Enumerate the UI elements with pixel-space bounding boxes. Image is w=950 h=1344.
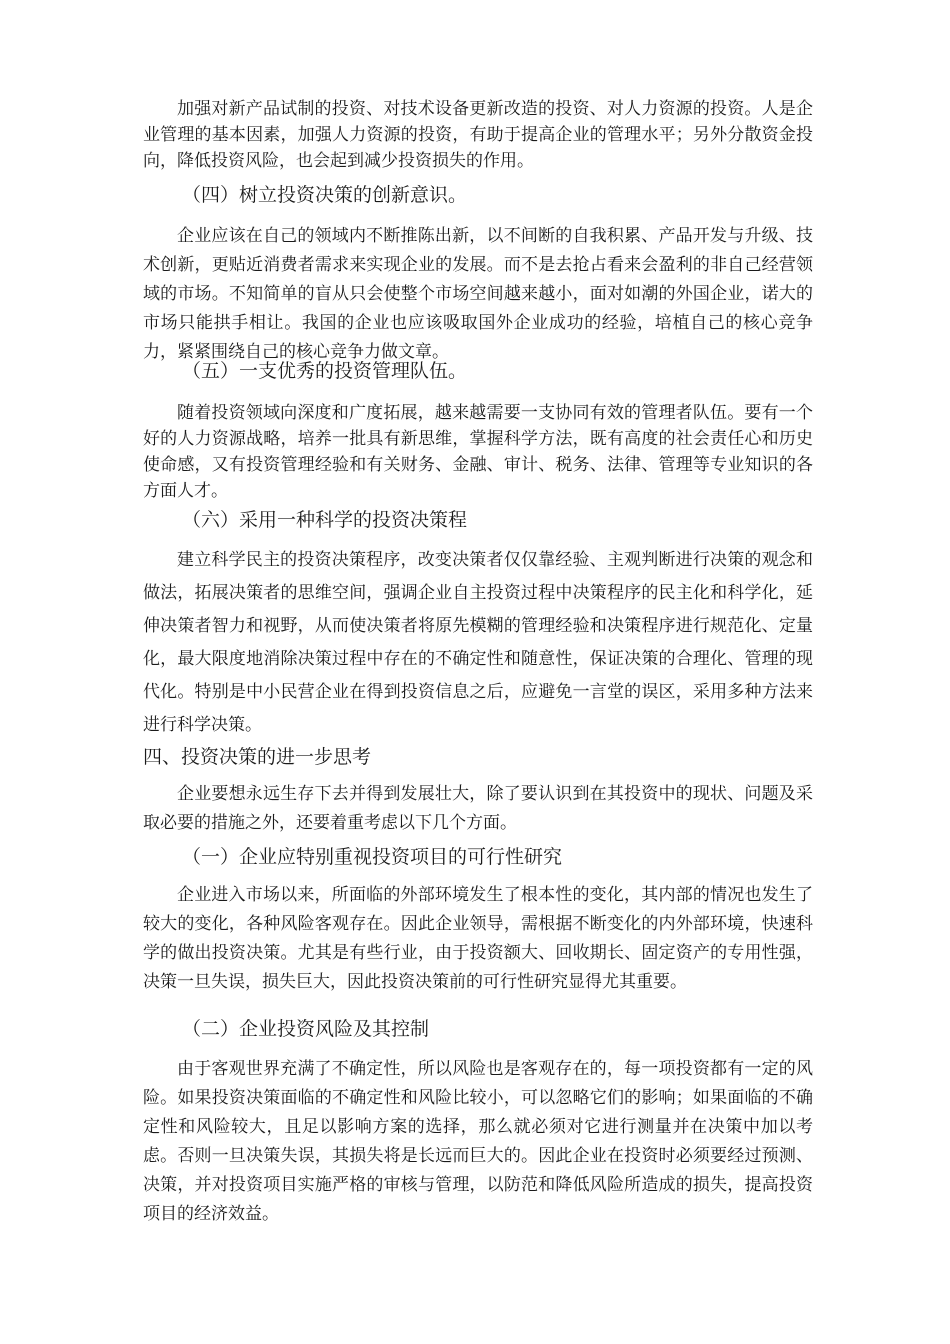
paragraph-management-team: 随着投资领域向深度和广度拓展，越来越需要一支协同有效的管理者队伍。要有一个好的人力资源战略，培养一批具有新思维，掌握科学方法，既有高度的社会责任心和历史使命感，又有投资管理经验和有关财务、金融、审计、税务、法律、管理等专业知识的各方面人才。 (143, 403, 813, 501)
heading-feasibility-study: （一）企业应特别重视投资项目的可行性研究 (182, 846, 563, 868)
heading-management-team: （五）一支优秀的投资管理队伍。 (182, 360, 468, 382)
heading-investment-risk: （二）企业投资风险及其控制 (182, 1018, 430, 1040)
paragraph-feasibility-study: 企业进入市场以来，所面临的外部环境发生了根本性的变化，其内部的情况也发生了较大的变化，各种风险客观存在。因此企业领导，需根据不断变化的内外部环境，快速科学的做出投资决策。尤其是有些行业，由于投资额大、回收期长、固定资产的专用性强，决策一旦失误，损失巨大，因此投资决策前的可行性研究显得尤其重要。 (143, 885, 813, 992)
heading-scientific-procedure: （六）采用一种科学的投资决策程 (182, 509, 468, 531)
paragraph-investment-diversification: 加强对新产品试制的投资、对技术设备更新改造的投资、对人力资源的投资。人是企业管理的基本因素，加强人力资源的投资，有助于提高企业的管理水平；另外分散资金投向，降低投资风险，也会起到减少投资损失的作用。 (143, 99, 813, 171)
paragraph-innovation: 企业应该在自己的领域内不断推陈出新，以不间断的自我积累、产品开发与升级、技术创新，更贴近消费者需求来实现企业的发展。而不是去抢占看来会盈利的非自己经营领域的市场。不知简单的盲从只会使整个市场空间越来越小，面对如潮的外国企业，诺大的市场只能拱手相让。我国的企业也应该吸取国外企业成功的经验，培植自己的核心竞争力，紧紧围绕自己的核心竞争力做文章。 (143, 226, 813, 362)
paragraph-investment-risk: 由于客观世界充满了不确定性，所以风险也是客观存在的，每一项投资都有一定的风险。如果投资决策面临的不确定性和风险比较小，可以忽略它们的影响；如果面临的不确定性和风险较大，且足以影响方案的选择，那么就必须对它进行测量并在决策中加以考虑。否则一旦决策失误，其损失将是长远而巨大的。因此企业在投资时必须要经过预测、决策，并对投资项目实施严格的审核与管理，以防范和降低风险所造成的损失，提高投资项目的经济效益。 (143, 1059, 813, 1224)
heading-further-thoughts: 四、投资决策的进一步思考 (143, 746, 372, 768)
heading-innovation-awareness: （四）树立投资决策的创新意识。 (182, 184, 468, 206)
paragraph-scientific-procedure: 建立科学民主的投资决策程序，改变决策者仅仅靠经验、主观判断进行决策的观念和做法，拓展决策者的思维空间，强调企业自主投资过程中决策程序的民主化和科学化，延伸决策者智力和视野，从而使决策者将原先模糊的管理经验和决策程序进行规范化、定量化，最大限度地消除决策过程中存在的不确定性和随意性，保证决策的合理化、管理的现代化。特别是中小民营企业在得到投资信息之后，应避免一言堂的误区，采用多种方法来进行科学决策。 (143, 550, 813, 735)
paragraph-further-thoughts: 企业要想永远生存下去并得到发展壮大，除了要认识到在其投资中的现状、问题及采取必要的措施之外，还要着重考虑以下几个方面。 (143, 784, 813, 833)
